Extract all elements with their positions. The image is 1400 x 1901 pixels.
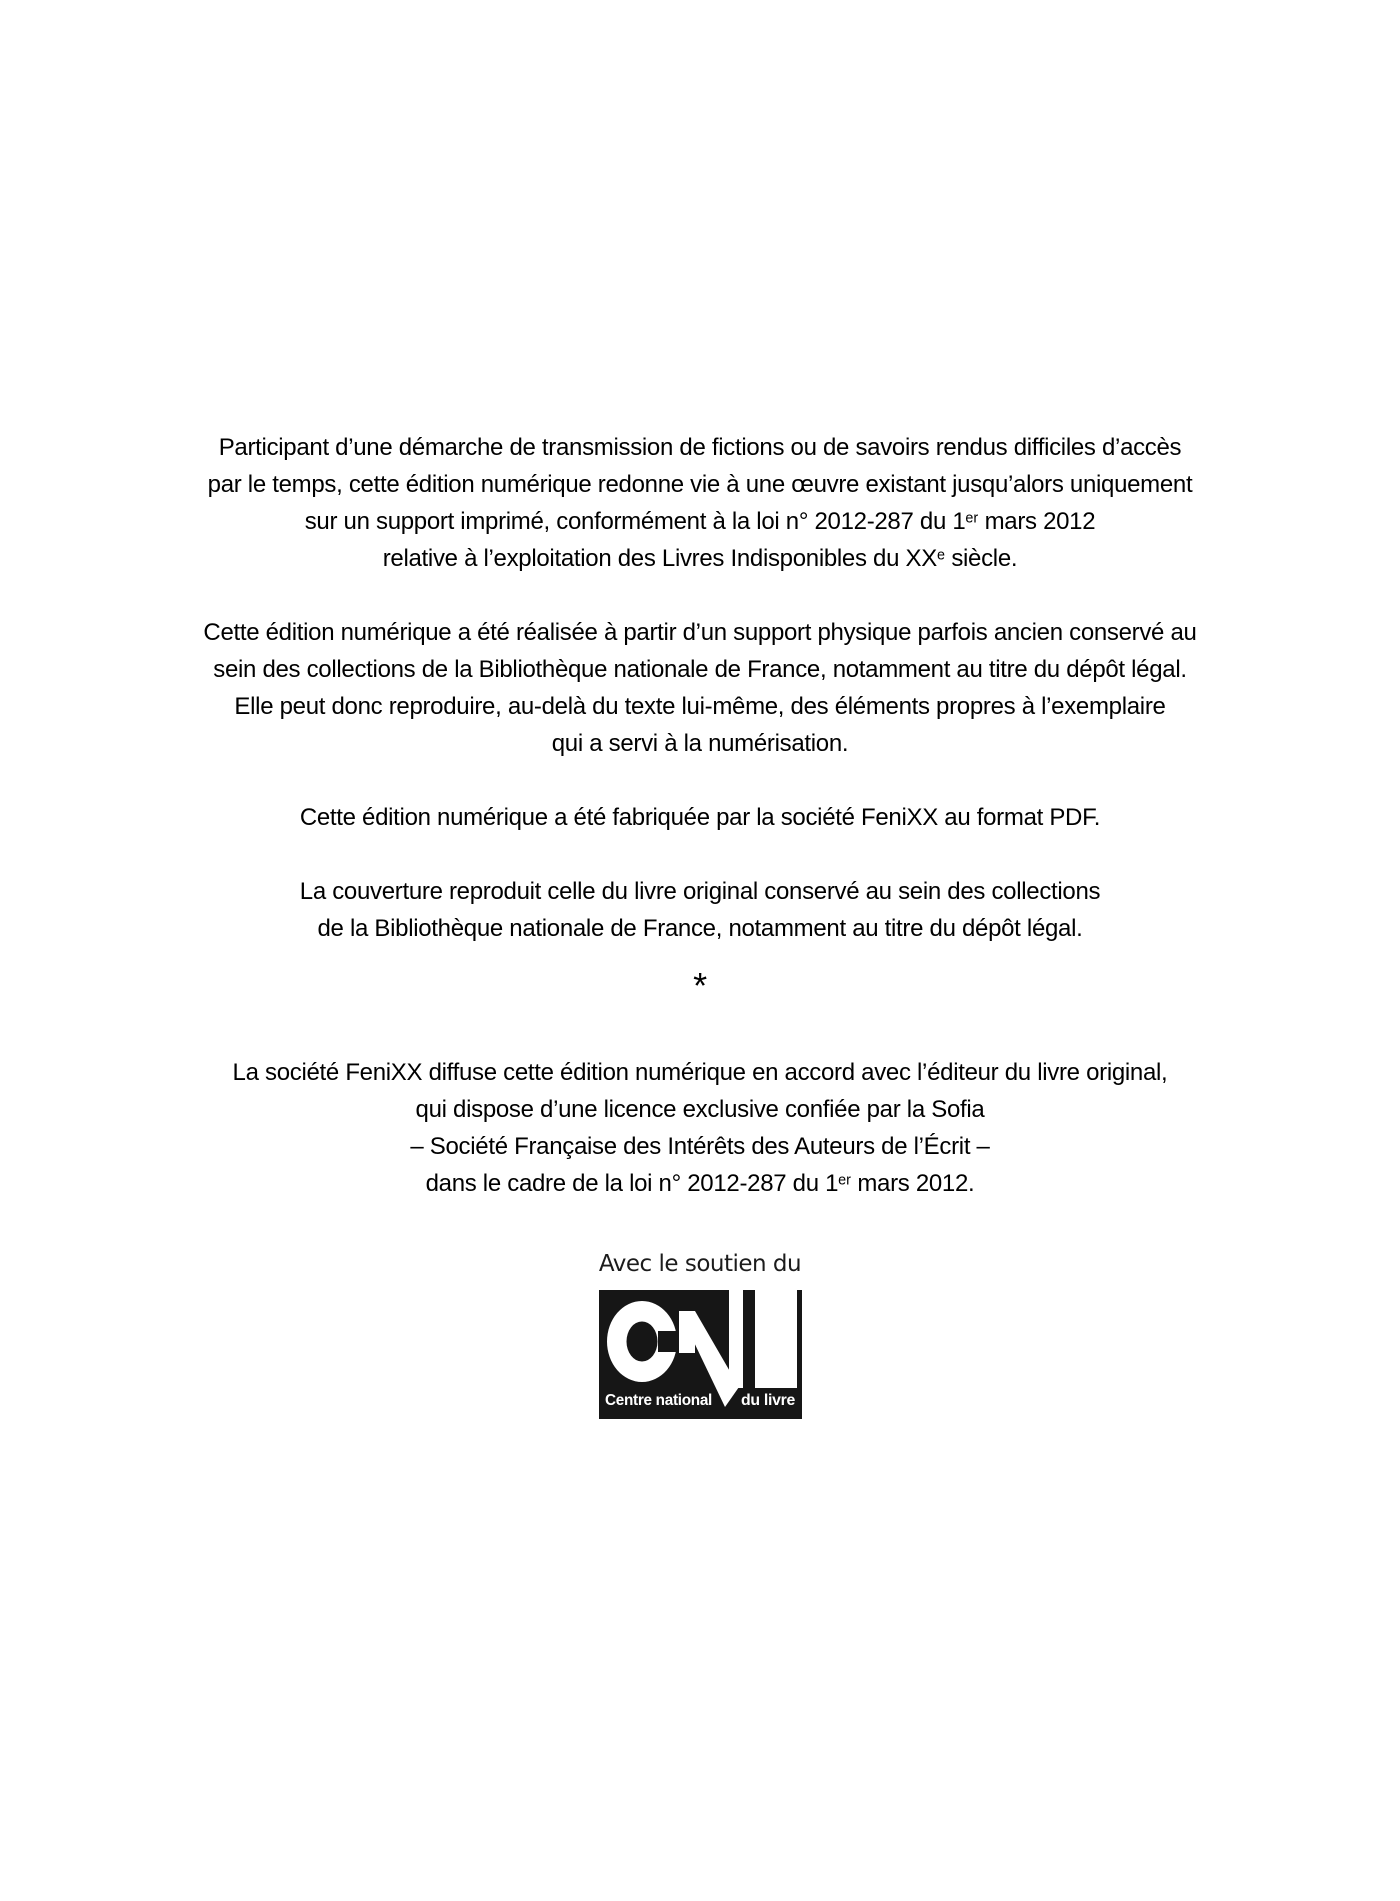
support-block	[0, 1249, 1400, 1419]
text-line: relative à l’exploitation des Livres Indisponibles du XXe siècle.	[382, 545, 1018, 572]
text-line: – Société Française des Intérêts des Auteurs de l’Écrit –	[410, 1133, 990, 1160]
text-line: sein des collections de la Bibliothèque nationale de France, notamment au titre du dépôt légal.	[213, 656, 1187, 683]
cnl-logo	[599, 1290, 802, 1419]
text-line: Participant d’une démarche de transmission de fictions ou de savoirs rendus difficiles d’accès	[218, 434, 1182, 461]
paragraph-diffusion	[0, 1054, 1400, 1202]
paragraph-source	[0, 614, 1400, 762]
asterisk-separator: *	[693, 965, 707, 1006]
support-caption: Avec le soutien du	[598, 1251, 802, 1277]
text-line: de la Bibliothèque nationale de France, notamment au titre du dépôt légal.	[317, 915, 1083, 942]
paragraph-legal-context	[0, 429, 1400, 577]
cnl-logo-wrap	[599, 1290, 802, 1419]
text-line: Cette édition numérique a été fabriquée par la société FeniXX au format PDF.	[299, 804, 1101, 831]
text-line: Elle peut donc reproduire, au-delà du texte lui-même, des éléments propres à l’exemplaire	[234, 693, 1166, 720]
superscript: e	[936, 547, 945, 564]
colophon	[0, 429, 1400, 1419]
text-line: La société FeniXX diffuse cette édition numérique en accord avec l’éditeur du livre original,	[232, 1059, 1168, 1086]
cnl-text-left: Centre national	[604, 1392, 712, 1409]
superscript: er	[838, 1172, 851, 1189]
superscript: er	[965, 510, 979, 527]
cnl-text-right: du livre	[740, 1392, 795, 1409]
text-line: dans le cadre de la loi n° 2012-287 du 1er mars 2012.	[425, 1170, 975, 1197]
text-line: Cette édition numérique a été réalisée à partir d’un support physique parfois ancien conservé au	[203, 619, 1197, 646]
text-line: par le temps, cette édition numérique redonne vie à une œuvre existant jusqu’alors uniquement	[207, 471, 1193, 498]
text-line: qui a servi à la numérisation.	[551, 730, 849, 757]
text-line: qui dispose d’une licence exclusive confiée par la Sofia	[415, 1096, 985, 1123]
text-line: La couverture reproduit celle du livre original conservé au sein des collections	[299, 878, 1101, 905]
letter-c-aperture	[658, 1331, 679, 1352]
paragraph-fabrication	[0, 799, 1400, 836]
letter-n-right-stem	[729, 1290, 743, 1388]
text-line: sur un support imprimé, conformément à la loi n° 2012-287 du 1er mars 2012	[304, 508, 1096, 535]
paragraph-cover	[0, 873, 1400, 947]
letter-l	[755, 1290, 797, 1388]
